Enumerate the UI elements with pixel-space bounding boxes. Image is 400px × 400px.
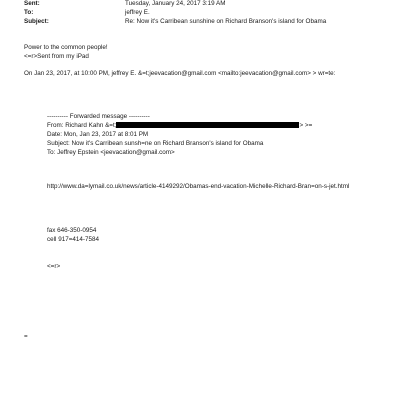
forward-divider: ---------- Forwarded message ---------- (47, 113, 150, 120)
to-value: jeffrey E. (125, 9, 150, 16)
article-link[interactable]: http://www.da=lymail.co.uk/news/article-4149292/Obamas-end-vacation-Michelle-Richard-Bran=on-s-jet.html (47, 183, 350, 190)
subject-label: Subject: (24, 18, 49, 25)
sent-label: Sent: (24, 0, 40, 7)
quote-intro: On Jan 23, 2017, at 10:00 PM, jeffrey E. &=t;jeevacation@gmail.com <mailto:jeevacation@gmail.com> > wr=te: (24, 70, 336, 77)
to-label: To: (24, 9, 34, 16)
forward-subject: Subject: Now it's Carribean sunsh=ne on Richard Branson's island for Obama (47, 140, 264, 147)
footer-mark: = (24, 333, 28, 340)
forward-from (47, 122, 312, 130)
forward-date: Date: Mon, Jan 23, 2017 at 8:01 PM (47, 131, 149, 138)
cell-line: cell 917=414-7584 (47, 236, 99, 243)
body-line-2: <=r>Sent from my iPad (24, 53, 89, 60)
forward-from-suffix: > >= (299, 122, 313, 129)
forward-to: To: Jeffrey Epstein <jeevacation@gmail.com> (47, 149, 175, 156)
subject-value: Re: Now it's Carribean sunshine on Richard Branson's island for Obama (125, 18, 327, 25)
redaction-bar (116, 122, 299, 128)
forward-from-prefix: From: Richard Kahn &=t; (47, 122, 117, 129)
sent-value: Tuesday, January 24, 2017 3:19 AM (125, 0, 226, 7)
fax-line: fax 646-350-0954 (47, 227, 97, 234)
body-line-1: Power to the common people! (24, 44, 108, 51)
br-tag-line: <=r> (47, 263, 61, 270)
